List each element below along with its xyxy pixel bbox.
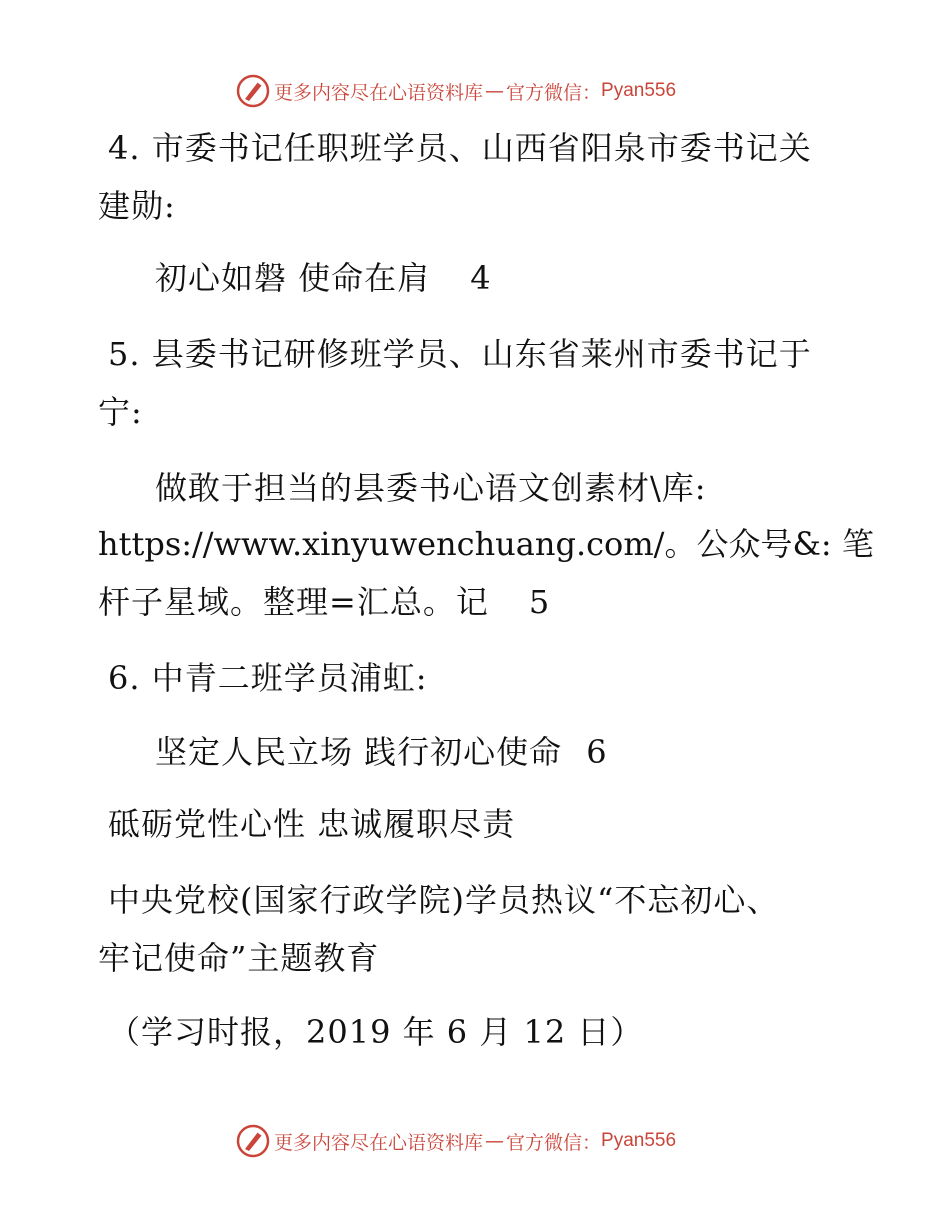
watermark-dash: — (485, 80, 505, 102)
line-2 (98, 186, 176, 226)
watermark-wechat-id: Pyan556 (601, 80, 677, 101)
line-10 (155, 732, 608, 772)
line-13 (98, 938, 379, 978)
line-14-text: （学习时报，2019 年 6 月 12 日） (108, 1013, 644, 1051)
watermark-bottom (236, 1124, 676, 1158)
line-11-text: 砥砺党性心性 忠诚履职尽责 (108, 805, 516, 843)
line-9 (108, 658, 428, 698)
line-8-text: 杆子星域。整理=汇总。记 (98, 583, 489, 621)
line-5 (98, 392, 143, 432)
watermark-wechat-id: Pyan556 (601, 1130, 677, 1151)
line-12-text: 中央党校(国家行政学院)学员热议“不忘初心、 (108, 881, 780, 919)
watermark-suffix: 官方微信： (506, 81, 602, 104)
line-3 (155, 258, 492, 298)
line-2-text: 建勋: (98, 187, 176, 225)
line-13-text: 牢记使命”主题教育 (98, 939, 380, 977)
line-8 (98, 582, 550, 622)
watermark-top (236, 74, 676, 108)
line-7-text: https://www.xinyuwenchuang.com/。公众号&: 笔 (98, 525, 874, 563)
line-7 (98, 524, 874, 564)
pen-logo-icon (236, 74, 270, 108)
line-10-text: 坚定人民立场 践行初心使命 (155, 733, 563, 771)
line-3-text: 初心如磐 使命在肩 (155, 259, 431, 297)
watermark-dash: — (485, 1130, 505, 1152)
line-9-text: 6. 中青二班学员浦虹: (108, 659, 428, 697)
watermark-main-text: 更多内容尽在心语资料库 (274, 1131, 484, 1154)
watermark-suffix: 官方微信： (506, 1131, 602, 1154)
line-5-text: 宁: (98, 393, 143, 431)
line-14 (108, 1012, 643, 1052)
page-ref-6: 6 (586, 733, 608, 771)
line-12 (108, 880, 779, 920)
line-1-text: 4. 市委书记任职班学员、山西省阳泉市委书记关 (108, 129, 812, 167)
page-ref-4: 4 (470, 259, 492, 297)
watermark-main-text: 更多内容尽在心语资料库 (274, 81, 484, 104)
line-4 (108, 334, 812, 374)
line-11 (108, 804, 515, 844)
line-6 (155, 468, 707, 508)
line-6-text: 做敢于担当的县委书心语文创素材\库: (155, 469, 707, 507)
pen-logo-icon (236, 1124, 270, 1158)
line-4-text: 5. 县委书记研修班学员、山东省莱州市委书记于 (108, 335, 812, 373)
line-1 (108, 128, 812, 168)
page-ref-5: 5 (528, 583, 551, 621)
